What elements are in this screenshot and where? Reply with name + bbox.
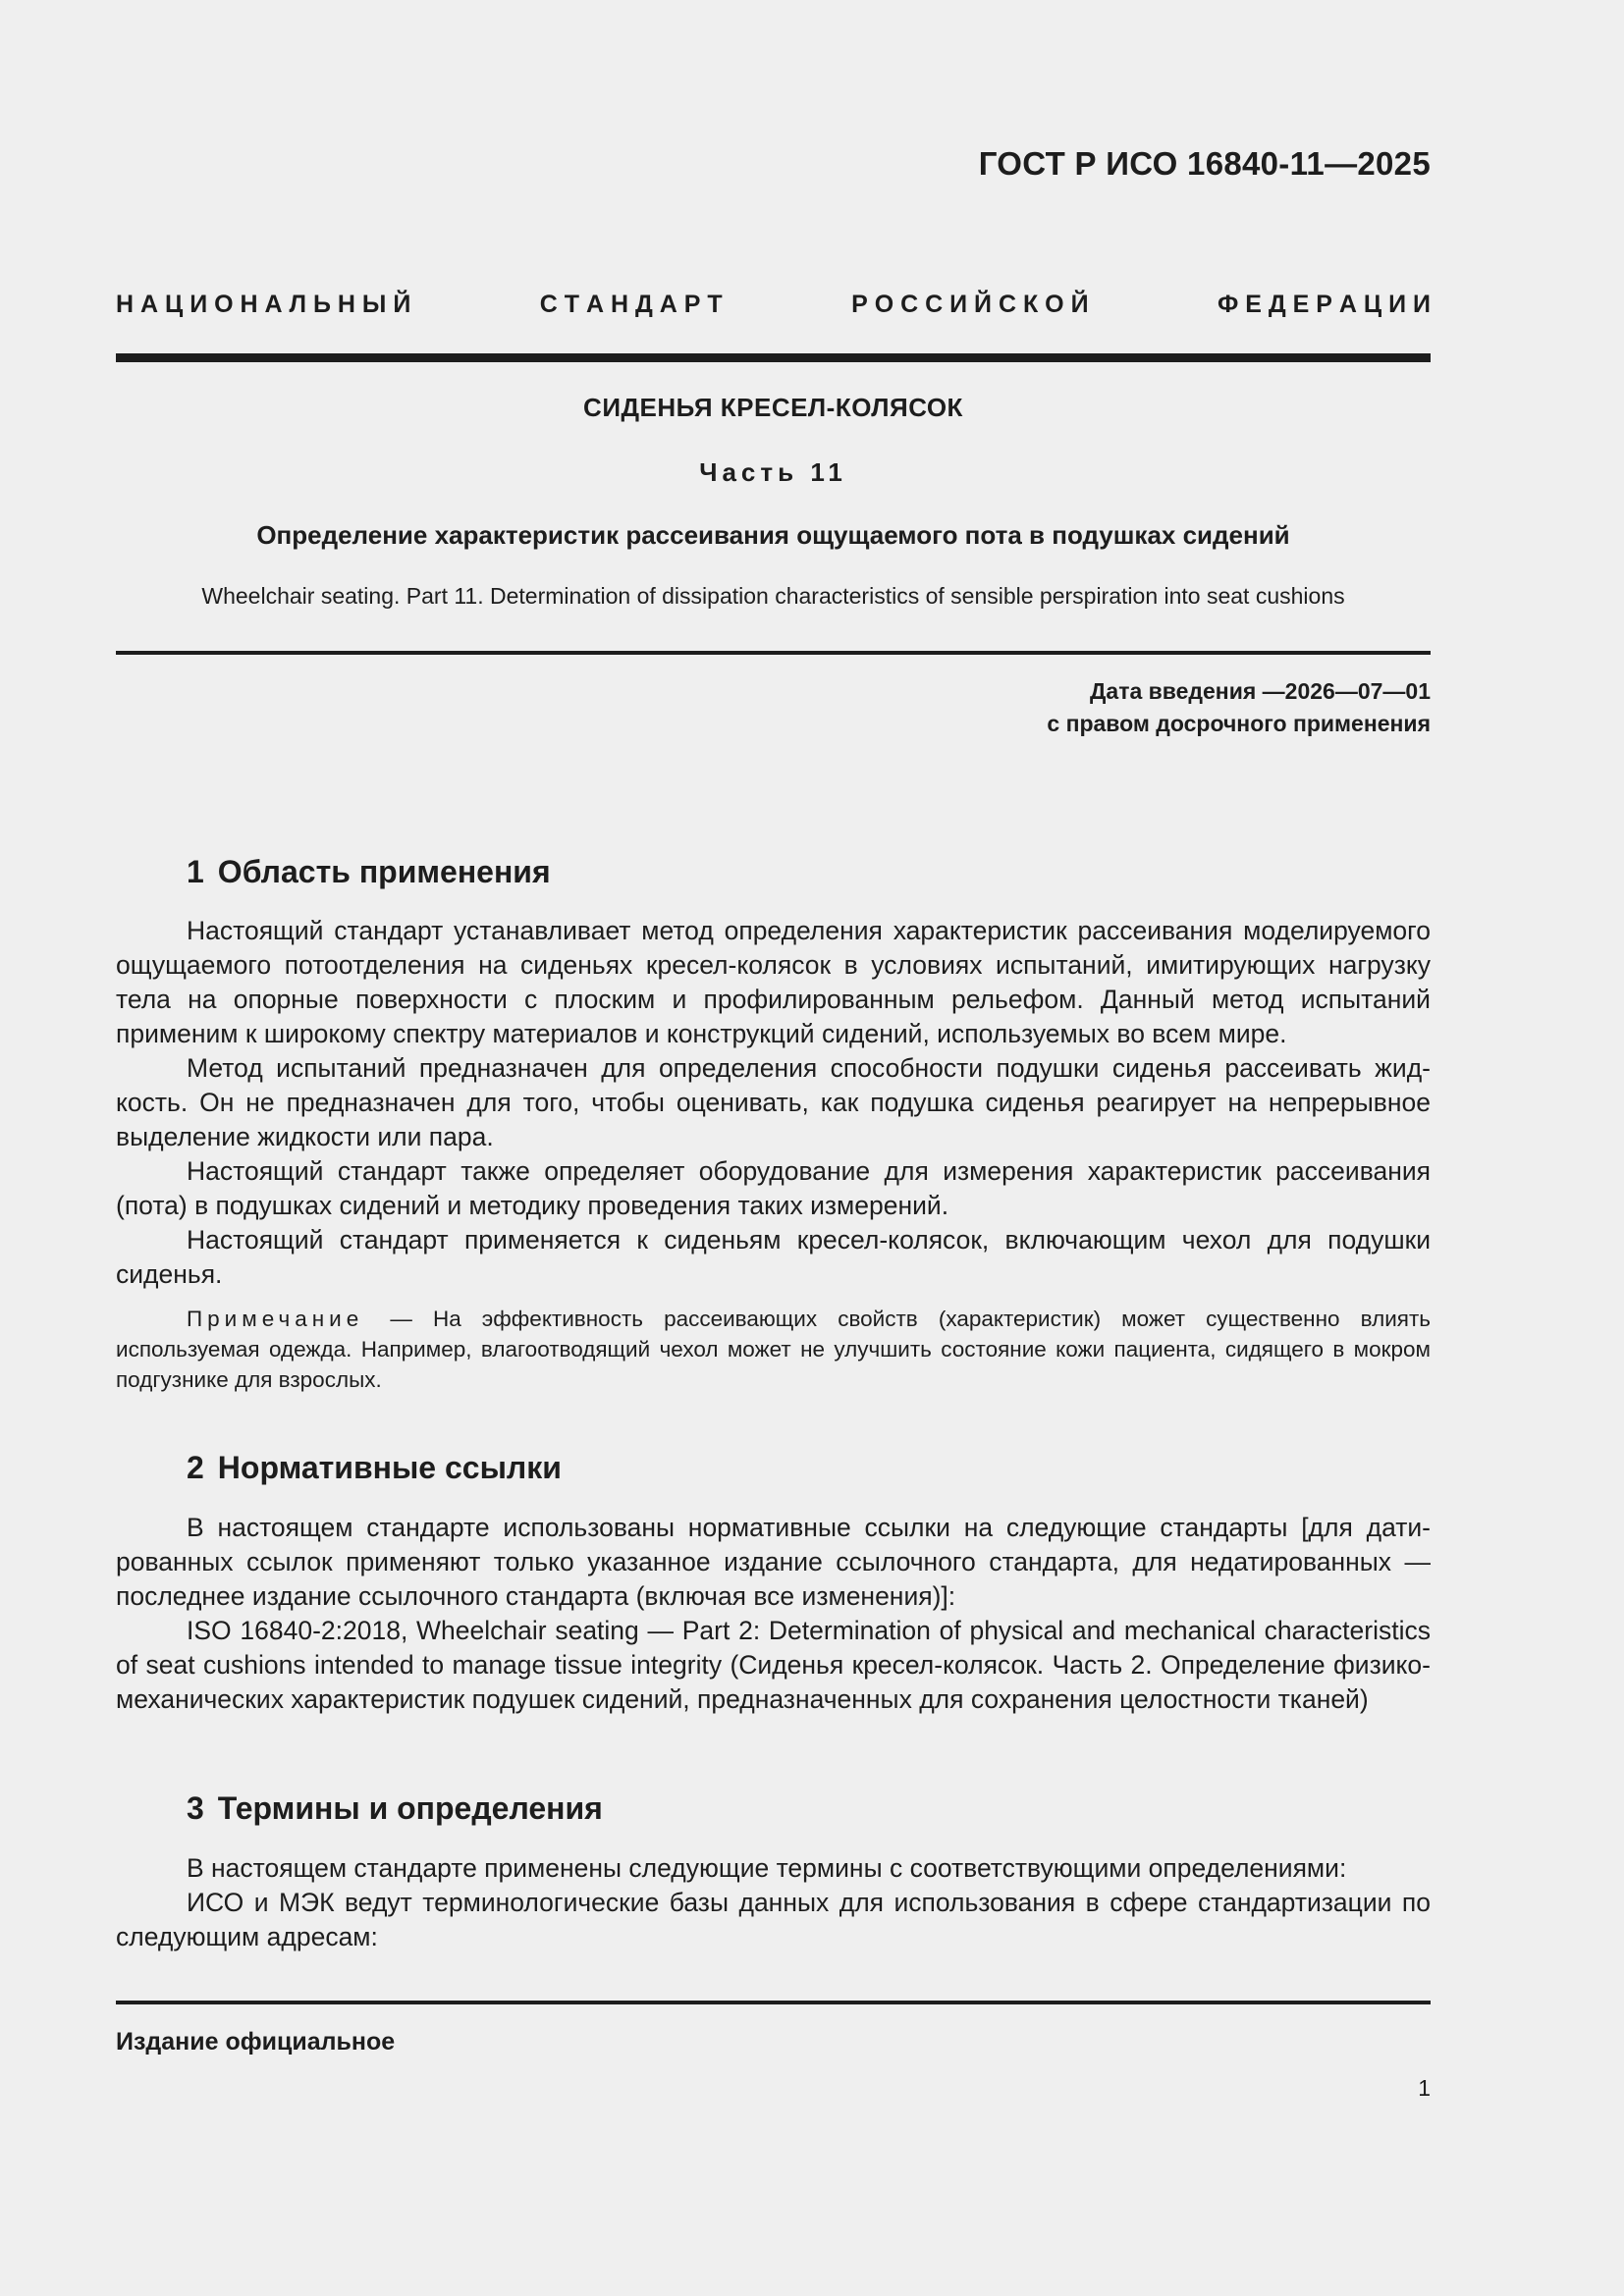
section-title: Область применения <box>217 854 551 889</box>
banner-word: С Т А Н Д А Р Т <box>539 291 723 318</box>
section-title: Нормативные ссылки <box>217 1450 562 1485</box>
paragraph: ИСО и МЭК ведут терминологические базы данных для использования в сфере стандартизации по следующим адресам: <box>116 1888 1431 1951</box>
section-title: Термины и определения <box>217 1790 603 1826</box>
section-number: 2 <box>187 1450 204 1485</box>
note-label: Примечание <box>187 1307 364 1331</box>
section-number: 3 <box>187 1790 204 1826</box>
section-heading <box>187 854 551 890</box>
paragraph: В настоящем стандарте использованы нормативные ссылки на следующие стандарты [для датированных ссылок применяют только указанное издание ссылочного стандарта, для недатированных — последнее издание ссылочного стандарта (включая все изменения)]: <box>116 1513 1431 1611</box>
section-body <box>116 1511 1431 1717</box>
paragraph: Метод испытаний предназначен для определения способности подушки сиденья рассеивать жидкость. Он не предназначен для того, чтобы оценивать, как подушка сиденья реагирует на непрерывное выделение жидкости или пара. <box>116 1053 1431 1151</box>
part-label: Часть 11 <box>699 457 847 487</box>
section-body <box>116 1851 1431 1954</box>
page-number: 1 <box>1418 2075 1431 2101</box>
paragraph: Настоящий стандарт применяется к сиденьям кресел-колясок, включающим чехол для подушки сиденья. <box>116 1225 1431 1289</box>
paragraph: ISO 16840-2:2018, Wheelchair seating — Part 2: Determination of physical and mechanical characteristics of seat cushions intended to manage tissue integrity (Сиденья кресел-колясок. Часть 2. Определение физико-механических характеристик подушек сидений, предназначенных для сохранения целостности тканей) <box>116 1616 1431 1714</box>
banner-word: Н А Ц И О Н А Л Ь Н Ы Й <box>116 291 411 318</box>
banner-word: Р О С С И Й С К О Й <box>851 291 1089 318</box>
header-divider <box>116 353 1431 362</box>
document-title: СИДЕНЬЯ КРЕСЕЛ-КОЛЯСОК <box>583 393 963 422</box>
note-text: — На эффективность рассеивающих свойств (характеристик) может существенно влиять используемая одежда. Например, влагоотводящий чехол может не улучшить состояние кожи пациента, сидящего в мокром подгузнике для взрослых. <box>116 1307 1431 1392</box>
section-body <box>116 914 1431 1292</box>
paragraph: В настоящем стандарте применены следующие термины с соответствующими определениями: <box>187 1853 1347 1883</box>
section-number: 1 <box>187 854 204 889</box>
banner-word: Ф Е Д Е Р А Ц И И <box>1218 291 1431 318</box>
document-page <box>116 0 1431 2296</box>
section-heading <box>187 1790 603 1827</box>
document-subtitle: Определение характеристик рассеивания ощущаемого пота в подушках сидений <box>256 520 1290 550</box>
english-title: Wheelchair seating. Part 11. Determination of dissipation characteristics of sensible perspiration into seat cushions <box>201 583 1345 609</box>
footer-divider <box>116 2001 1431 2004</box>
early-application-line: с правом досрочного применения <box>1047 711 1431 736</box>
national-standard-banner <box>116 291 1431 319</box>
paragraph: Настоящий стандарт устанавливает метод определения характеристик рассеивания моделируемого ощущаемого потоотделения на сиденьях кресел-колясок в условиях испытаний, имитирующих нагрузку тела на опорные поверхности с плоским и профилированным рельефом. Данный метод испытаний применим к широкому спектру материалов и конструкций сидений, используемых во всем мире. <box>116 916 1431 1048</box>
document-id: ГОСТ Р ИСО 16840-11—2025 <box>978 145 1431 182</box>
section-heading <box>187 1450 562 1486</box>
note <box>116 1304 1431 1395</box>
introduction-date-line: Дата введения —2026—07—01 <box>1090 678 1431 704</box>
edition-label: Издание официальное <box>116 2028 396 2056</box>
title-divider <box>116 651 1431 655</box>
paragraph: Настоящий стандарт также определяет оборудование для измерения характеристик рассеивания (пота) в подушках сидений и методику проведения таких измерений. <box>116 1156 1431 1220</box>
introduction-date <box>1047 675 1431 740</box>
